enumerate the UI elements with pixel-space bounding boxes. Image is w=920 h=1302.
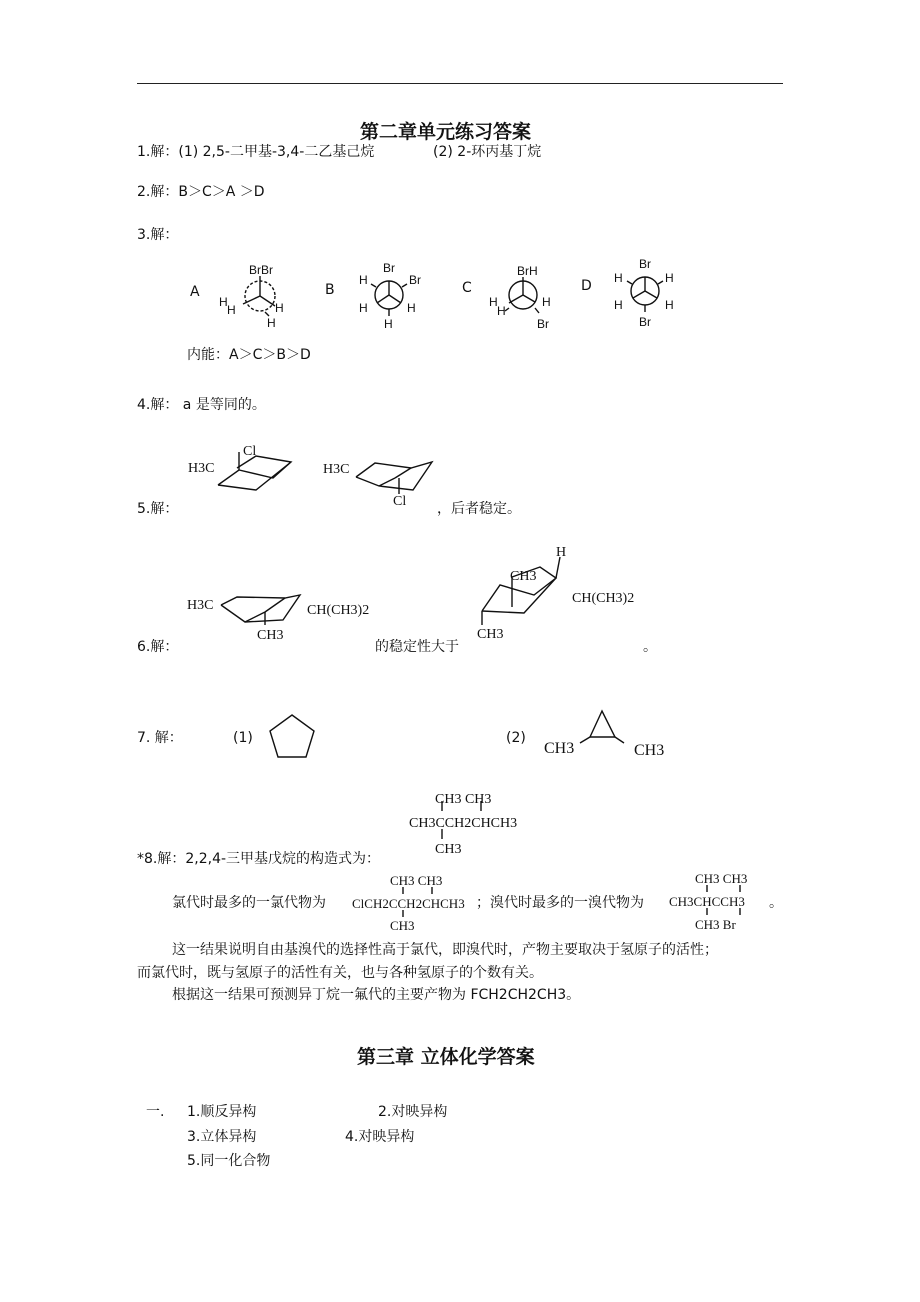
svg-text:Br: Br [639, 257, 651, 271]
newman-d [610, 254, 685, 329]
chapter3-answer-2: 2.对映异构 [378, 1104, 448, 1120]
newman-label-a: A [190, 284, 200, 300]
bromination-product-structure [667, 868, 777, 932]
q8-explanation-line2: 而氯代时，既与氢原子的活性有关，也与各种氢原子的个数有关。 [137, 965, 543, 981]
newman-label-c: C [462, 280, 472, 296]
svg-text:H: H [359, 301, 368, 315]
chlorination-product-structure [350, 870, 480, 932]
svg-text:Br: Br [409, 273, 421, 287]
svg-text:CH(CH3)2: CH(CH3)2 [307, 603, 370, 618]
svg-text:H: H [665, 271, 674, 285]
q8-bromo-end: 。 [769, 895, 783, 911]
svg-text:H: H [665, 298, 674, 312]
svg-text:H: H [219, 295, 228, 309]
svg-text:CH3CCH2CHCH3: CH3CCH2CHCH3 [409, 816, 518, 831]
svg-text:ClCH2CCH2CHCH3: ClCH2CCH2CHCH3 [352, 896, 465, 911]
svg-text:CH3: CH3 [435, 842, 462, 857]
svg-text:CH(CH3)2: CH(CH3)2 [572, 591, 635, 606]
svg-text:H: H [614, 298, 623, 312]
svg-text:H: H [489, 295, 498, 309]
svg-text:H: H [542, 295, 551, 309]
svg-text:H3C: H3C [187, 598, 214, 613]
q8-bromo-text: ；溴代时最多的一溴代物为 [476, 895, 644, 911]
q8-label: *8.解：2,2,4-三甲基戊烷的构造式为： [137, 851, 381, 867]
svg-text:CH3: CH3 [634, 742, 665, 759]
q8-prediction: 根据这一结果可预测异丁烷一氟代的主要产物为 FCH2CH2CH3。 [172, 987, 581, 1003]
chapter2-title: 第二章单元练习答案 [360, 121, 532, 143]
header-rule [137, 83, 783, 84]
svg-text:Br: Br [383, 261, 395, 275]
svg-text:CH3: CH3 [510, 569, 537, 584]
svg-text:CH3CHCCH3: CH3CHCCH3 [669, 894, 745, 909]
chapter3-section-label: 一. [146, 1104, 165, 1120]
newman-a [215, 258, 295, 333]
svg-text:BrBr: BrBr [249, 263, 273, 277]
dimethylcyclopropane-structure [540, 705, 680, 765]
chapter3-answer-3: 3.立体异构 [187, 1129, 257, 1145]
trimethylpentane-structure [405, 785, 545, 860]
q6-chair-1 [185, 585, 395, 645]
q7-part2-label: (2) [506, 730, 526, 746]
newman-c [485, 258, 565, 333]
svg-text:Br: Br [639, 315, 651, 329]
q6-label: 6.解： [137, 639, 179, 655]
q7-label: 7. 解： [137, 730, 183, 746]
q2-answer: 2.解：B＞C＞A ＞D [137, 184, 265, 200]
q1-answer: 1.解：(1) 2,5-二甲基-3,4-二乙基己烷 [137, 144, 375, 160]
svg-text:CH3 CH3: CH3 CH3 [435, 792, 492, 807]
q6-comparison: 的稳定性大于 [375, 639, 459, 655]
newman-b [355, 258, 430, 333]
svg-text:H3C: H3C [323, 462, 350, 477]
svg-text:CH3: CH3 [544, 740, 575, 757]
svg-text:H: H [556, 545, 567, 560]
q3-label: 3.解： [137, 227, 179, 243]
q8-explanation-line1: 这一结果说明自由基溴代的选择性高于氯代，即溴代时，产物主要取决于氢原子的活性； [172, 942, 718, 958]
svg-text:H: H [384, 317, 393, 331]
q6-chair-2 [472, 543, 652, 643]
svg-text:H: H [407, 301, 416, 315]
svg-text:Cl: Cl [243, 444, 257, 459]
q5-conclusion: ，后者稳定。 [437, 501, 521, 517]
chapter3-answer-5: 5.同一化合物 [187, 1153, 271, 1169]
q3-energy-order: 内能：A＞C＞B＞D [187, 347, 311, 363]
q1-answer-b: (2) 2-环丙基丁烷 [433, 144, 542, 160]
svg-text:H: H [497, 304, 506, 318]
svg-text:H: H [359, 273, 368, 287]
svg-text:CH3 CH3: CH3 CH3 [390, 873, 443, 888]
q8-chloro-text: 氯代时最多的一氯代物为 [172, 895, 326, 911]
q5-chair-2 [323, 450, 453, 510]
svg-text:CH3: CH3 [390, 918, 415, 933]
svg-text:BrH: BrH [517, 264, 538, 278]
newman-label-b: B [325, 282, 335, 298]
cyclopentane-structure [262, 712, 322, 762]
q4-answer: 4.解： a 是等同的。 [137, 397, 266, 413]
svg-text:Cl: Cl [393, 494, 407, 509]
q6-end: 。 [643, 639, 657, 655]
svg-text:CH3: CH3 [477, 627, 504, 642]
chapter3-title: 第三章 立体化学答案 [357, 1046, 535, 1068]
svg-text:CH3: CH3 [257, 628, 284, 643]
svg-text:H: H [227, 303, 236, 317]
svg-text:H: H [267, 316, 276, 330]
q5-label: 5.解： [137, 501, 179, 517]
q5-chair-1 [185, 438, 315, 508]
q7-part1-label: (1) [233, 730, 253, 746]
newman-label-d: D [581, 278, 592, 294]
svg-text:H: H [275, 301, 284, 315]
svg-text:Br: Br [537, 317, 549, 331]
chapter3-answer-4: 4.对映异构 [345, 1129, 415, 1145]
svg-text:H: H [614, 271, 623, 285]
svg-text:CH3 CH3: CH3 CH3 [695, 871, 748, 886]
chapter3-answer-1: 1.顺反异构 [187, 1104, 257, 1120]
svg-text:CH3 Br: CH3 Br [695, 917, 736, 932]
svg-text:H3C: H3C [188, 461, 215, 476]
